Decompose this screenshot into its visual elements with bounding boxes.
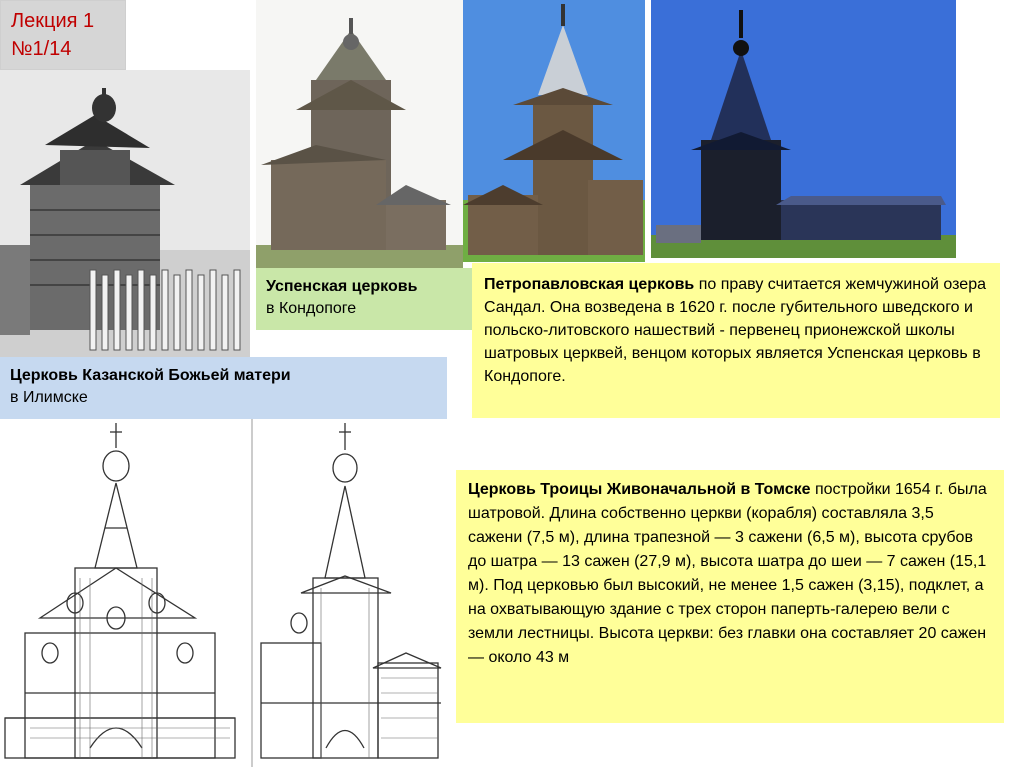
- photo-petropavlovskaya-church: [463, 0, 645, 262]
- caption-kazan: [0, 357, 447, 419]
- lecture-title: Лекция 1: [11, 10, 95, 32]
- photo-dark-church-blue-sky: [651, 0, 956, 258]
- caption-troitsy-title: Церковь Троицы Живоначальной в Томске: [468, 481, 811, 498]
- caption-petropavlovskaya-title: Петропавловская церковь: [484, 276, 695, 293]
- drawing-church-elevation-front: [0, 418, 245, 767]
- photo-kazan-church: [0, 70, 250, 358]
- caption-kazan-place: в Илимске: [10, 389, 88, 406]
- caption-petropavlovskaya-text: по праву считается жемчужиной озера Сандал. Она возведена в 1620 г. после губительного шведского и польско-литовского нашествий - первенец прионежской школы шатровых церквей, венцом которых является Успенская церковь в Кондопоге.: [484, 276, 986, 385]
- caption-uspenskaya-title: Успенская церковь: [266, 278, 418, 295]
- caption-troitsy-text: постройки 1654 г. была шатровой. Длина собственно церкви (корабля) составляла 3,5 сажени (7,5 м), длина трапезной — 3 сажени (6,5 м), высота срубов до шатра — 13 сажен (27,9 м), высота шатра до шеи — 7 сажен (15,1 м). Под церковью был высокий, не менее 1,5 сажен (3,15), подклет, а на охватывающую здание с трех сторон паперть-галерею вели с земли лестницы. Высота церкви: без главки она составляет 20 сажен — около 43 м: [468, 481, 987, 666]
- caption-uspenskaya-place: в Кондопоге: [266, 300, 357, 317]
- caption-kazan-title: Церковь Казанской Божьей матери: [10, 367, 291, 384]
- drawing-church-elevation-side: [251, 418, 444, 767]
- lecture-number: №1/14: [11, 38, 72, 60]
- photo-uspenskaya-church: [256, 0, 463, 268]
- caption-uspenskaya: [256, 268, 474, 330]
- caption-troitsy: [456, 470, 1004, 723]
- lecture-label: [0, 0, 126, 70]
- caption-petropavlovskaya: [472, 263, 1000, 418]
